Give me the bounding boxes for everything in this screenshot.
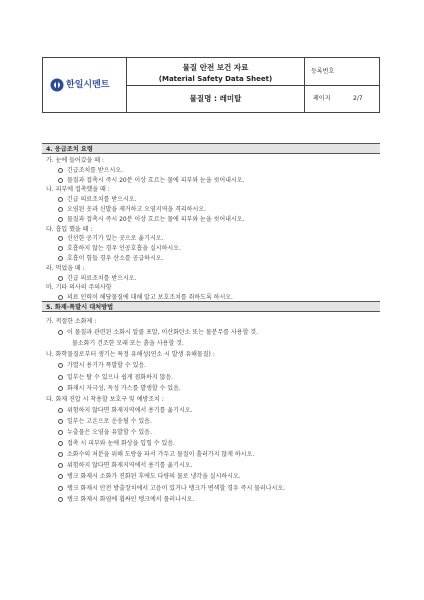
bullet-icon — [58, 408, 63, 413]
subheading — [46, 226, 92, 234]
line-text: 물질과 접촉시 즉시 20분 이상 흐르는 물에 피부와 눈을 씻어내시오. — [67, 176, 245, 184]
line-text: 호흡이 힘들 경우 산소를 공급하시오. — [67, 255, 164, 262]
line-text: 위험하지 않다면 화재지역에서 용기를 옮기시오. — [67, 406, 193, 414]
bullet-icon — [58, 246, 63, 251]
list-item — [58, 374, 173, 382]
list-item — [58, 245, 181, 253]
line-text: 호흡하지 않는 경우 인공호흡을 실시하시오. — [67, 245, 181, 253]
doc-number-label: 등록번호 — [305, 58, 379, 86]
list-item — [58, 255, 163, 263]
list-item — [58, 167, 123, 175]
list-item — [58, 362, 146, 370]
bullet-icon — [58, 330, 63, 335]
line-text: 탱크 화재시 화염에 휩싸인 탱크에서 물러나시오. — [67, 495, 195, 503]
list-item — [58, 216, 244, 224]
bullet-icon — [58, 217, 63, 222]
line-text: 화재시 자극성, 독성 가스를 발생할 수 있음. — [67, 384, 181, 392]
line-text: 나. 피부에 접촉했을 때 : — [46, 186, 110, 194]
line-text: 가. 눈에 들어갔을 때 : — [46, 157, 104, 164]
line-text: 접촉 시 피부와 눈에 화상을 입힐 수 있음. — [67, 440, 175, 448]
section-4-heading: 4. 응급조치 요령 — [42, 143, 380, 154]
bullet-icon — [58, 452, 63, 457]
bullet-icon — [58, 276, 63, 281]
bullet-icon — [58, 178, 63, 183]
product-name: 물질명 : 레미탈 — [189, 94, 242, 103]
subheading — [46, 396, 164, 404]
line-text: 위험하지 않다면 화재지역에서 용기를 옮기시오. — [67, 462, 193, 470]
line-text: 이 물질과 관련된 소화시 알콜 포말, 이산화탄소 또는 물분무를 사용할 것. — [67, 329, 258, 337]
bullet-icon — [58, 295, 63, 300]
line-text: 일부는 고온으로 운송될 수 있음. — [67, 417, 152, 425]
line-text: 나. 화학물질로부터 생기는 특정 유해성(연소 시 발생 유해물질) : — [46, 351, 215, 359]
bullet-icon — [58, 486, 63, 491]
list-item — [58, 177, 244, 185]
list-item — [58, 440, 175, 448]
list-item — [58, 235, 163, 243]
line-text: 의료 인력이 해당물질에 대해 알고 보호조치를 취하도록 하시오. — [67, 294, 233, 302]
list-item — [72, 340, 184, 348]
subheading — [46, 157, 104, 165]
list-item — [58, 385, 181, 393]
subheading — [46, 318, 96, 326]
page-value: 2/7 — [353, 95, 363, 102]
bullet-icon — [58, 474, 63, 479]
line-text: 탱크 화재시 소화가 진화된 후에도 다량의 물로 냉각을 실시하시오. — [67, 473, 241, 481]
line-text: 마. 기타 의사의 주의사항 — [46, 284, 112, 292]
bullet-icon — [58, 386, 63, 391]
bullet-icon — [58, 236, 63, 241]
subheading — [46, 265, 85, 273]
bullet-icon — [58, 441, 63, 446]
line-text: 가열시 용기가 폭발할 수 있음. — [67, 362, 147, 370]
hanil-logo-mark-icon — [50, 78, 64, 92]
line-text: 가. 적절한 소화제 : — [46, 318, 97, 325]
line-text: 긴급조치를 받으시오. — [67, 166, 123, 174]
line-text: 소화수의 처분을 위해 도랑을 파서 가두고 물질이 흘러가지 않게 하시오. — [67, 451, 255, 459]
company-logo — [43, 58, 127, 112]
list-item — [58, 473, 241, 481]
list-item — [58, 451, 254, 459]
list-item — [58, 462, 192, 470]
section-5-heading: 5. 화재·폭발시 대처방법 — [42, 301, 380, 312]
line-text: 물질과 접촉시 즉시 20분 이상 흐르는 물에 피부와 눈을 씻어내시오. — [67, 215, 245, 223]
bullet-icon — [58, 430, 63, 435]
list-item — [58, 329, 258, 337]
bullet-icon — [58, 419, 63, 424]
subheading — [46, 351, 215, 359]
list-item — [58, 429, 152, 437]
list-item — [58, 275, 136, 283]
line-text: 긴급 의료조치를 받으시오. — [67, 196, 137, 204]
line-text: 다. 흡입 했을 때 : — [46, 225, 93, 233]
line-text: 일부는 탈 수 있으나 쉽게 점화하지 않음. — [67, 373, 174, 381]
list-item — [58, 485, 285, 493]
document-header — [42, 57, 380, 113]
line-text: 물소화기 건조한 모래 또는 흙을 사용할 것. — [72, 340, 184, 348]
bullet-icon — [58, 168, 63, 173]
page-info — [305, 86, 379, 112]
page-label: 페이지 — [313, 95, 331, 102]
bullet-icon — [58, 463, 63, 468]
title-english: (Material Safety Data Sheet) — [158, 75, 273, 83]
bullet-icon — [58, 363, 63, 368]
bullet-icon — [58, 375, 63, 380]
line-text: 오염된 옷과 신발을 제거하고 오염지역을 격리하시오. — [67, 206, 206, 213]
company-name: 한일시멘트 — [66, 80, 110, 90]
list-item — [58, 496, 194, 504]
title-korean: 물질 안전 보건 자료 — [182, 63, 249, 72]
bullet-icon — [58, 256, 63, 261]
line-text: 라. 먹었을 때 : — [46, 264, 85, 272]
line-text: 누출물은 오염을 유발할 수 있음. — [67, 429, 152, 436]
list-item — [58, 418, 152, 426]
subheading — [46, 284, 112, 292]
bullet-icon — [58, 207, 63, 212]
bullet-icon — [58, 497, 63, 502]
line-text: 신선한 공기가 있는 곳으로 옮기시오. — [67, 235, 164, 243]
list-item — [58, 407, 192, 415]
list-item — [58, 196, 136, 204]
line-text: 탱크 화재시 안전 방출장치에서 고음이 있거나 탱크가 변색할 경우 즉시 물러나시오. — [67, 484, 286, 492]
line-text: 긴급 의료조치를 받으시오. — [67, 274, 137, 282]
subheading — [46, 186, 110, 194]
bullet-icon — [58, 197, 63, 202]
list-item — [58, 206, 206, 214]
line-text: 다. 화재 진압 시 착용할 보호구 및 예방조치 : — [46, 395, 164, 403]
